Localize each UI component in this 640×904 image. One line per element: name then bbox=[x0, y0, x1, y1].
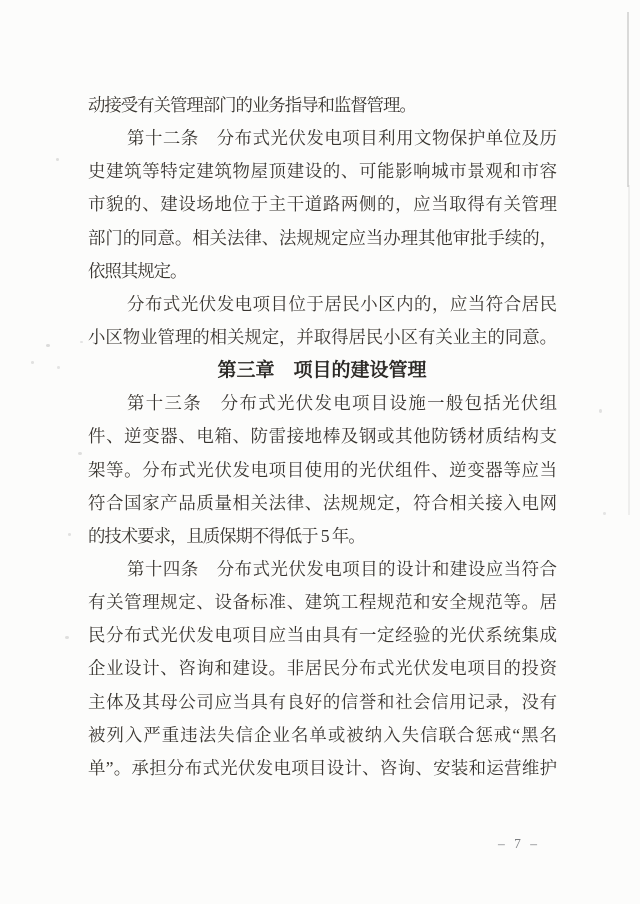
scan-speck bbox=[46, 344, 50, 347]
doc-line: 架等。分布式光伏发电项目使用的光伏组件、逆变器等应当 bbox=[88, 459, 556, 480]
doc-line: 分布式光伏发电项目位于居民小区内的，应当符合居民 bbox=[127, 293, 556, 314]
scan-speck bbox=[78, 452, 82, 455]
doc-line: 依照其规定。 bbox=[88, 260, 187, 281]
scan-speck bbox=[80, 341, 83, 343]
scan-streak bbox=[627, 12, 629, 187]
doc-line-article-14: 第十四条 分布式光伏发电项目的设计和建设应当符合 bbox=[127, 558, 556, 579]
scan-speck bbox=[56, 158, 59, 161]
doc-line: 的技术要求，且质保期不得低于 5 年。 bbox=[88, 525, 365, 546]
page-number: – 7 – bbox=[498, 836, 540, 851]
scan-speck bbox=[57, 366, 60, 369]
doc-line: 被列入严重违法失信企业名单或被纳入失信联合惩戒“黑名 bbox=[88, 724, 556, 745]
doc-line: 民分布式光伏发电项目应当由具有一定经验的光伏系统集成 bbox=[88, 625, 556, 646]
doc-line: 符合国家产品质量相关法律、法规规定，符合相关接入电网 bbox=[88, 492, 556, 513]
scan-speck bbox=[65, 636, 69, 639]
doc-line-article-13: 第十三条 分布式光伏发电项目设施一般包括光伏组 bbox=[127, 393, 556, 414]
doc-line-article-12: 第十二条 分布式光伏发电项目利用文物保护单位及历 bbox=[127, 128, 556, 149]
doc-line: 企业设计、咨询和建设。非居民分布式光伏发电项目的投资 bbox=[88, 658, 556, 679]
scan-speck bbox=[68, 533, 71, 536]
document-text-block bbox=[88, 89, 556, 785]
doc-line: 市貌的、建设场地位于主干道路两侧的，应当取得有关管理 bbox=[88, 194, 556, 215]
doc-line: 主体及其母公司应当具有良好的信誉和社会信用记录，没有 bbox=[88, 691, 556, 712]
doc-line: 单”。承担分布式光伏发电项目设计、咨询、安装和运营维护 bbox=[88, 757, 556, 778]
doc-line: 部门的同意。相关法律、法规规定应当办理其他审批手续的， bbox=[88, 227, 556, 248]
doc-line: 小区物业管理的相关规定，并取得居民小区有关业主的同意。 bbox=[88, 326, 556, 347]
scan-speck bbox=[31, 361, 34, 364]
doc-line: 史建筑等特定建筑物屋顶建设的、可能影响城市景观和市容 bbox=[88, 161, 556, 182]
scan-speck bbox=[603, 512, 606, 515]
doc-line: 有关管理规定、设备标准、建筑工程规范和安全规范等。居 bbox=[88, 592, 556, 613]
chapter-heading: 第三章 项目的建设管理 bbox=[217, 360, 427, 382]
scan-streak bbox=[628, 185, 630, 515]
scan-speck bbox=[599, 409, 602, 413]
doc-line: 件、逆变器、电箱、防雷接地棒及钢或其他防锈材质结构支 bbox=[88, 426, 556, 447]
doc-line: 动接受有关管理部门的业务指导和监督管理。 bbox=[88, 95, 416, 115]
